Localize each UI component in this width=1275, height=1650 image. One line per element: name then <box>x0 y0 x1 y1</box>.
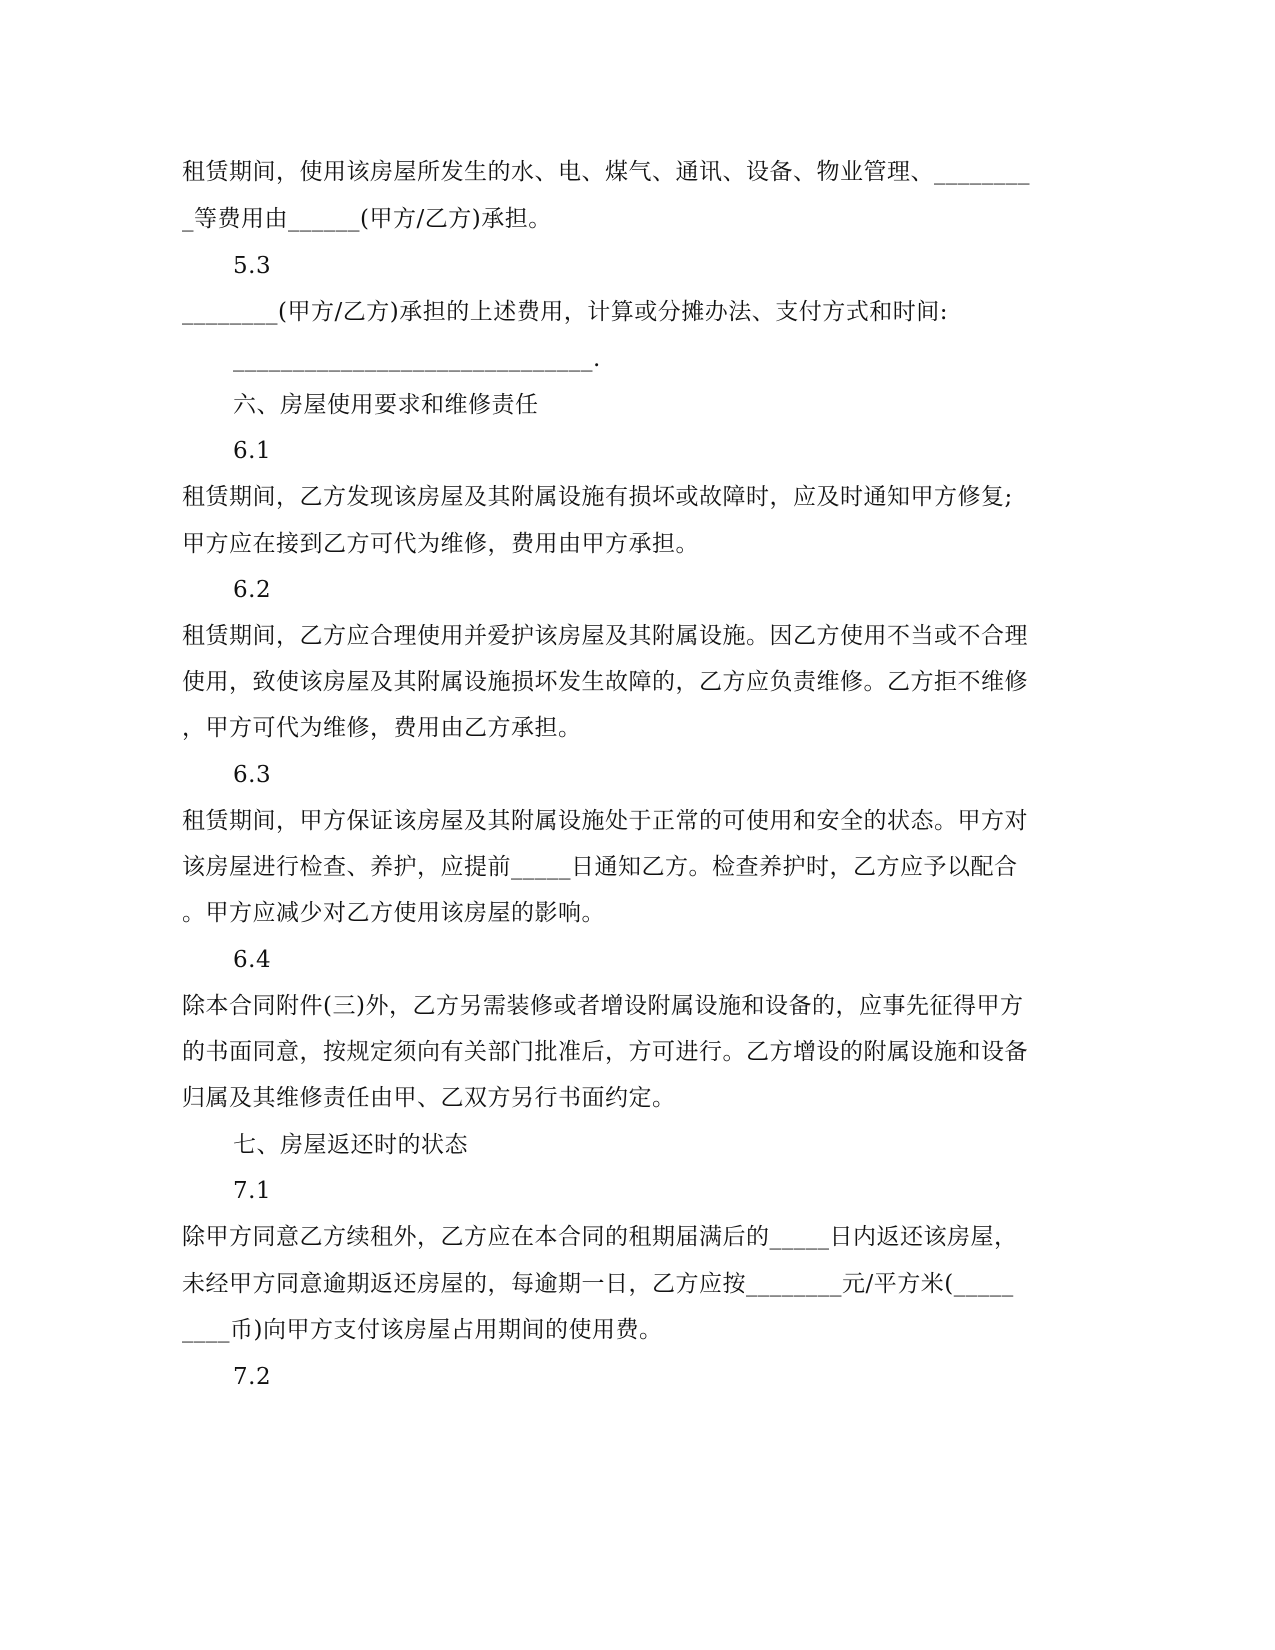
body-text-line: 租赁期间，使用该房屋所发生的水、电、煤气、通讯、设备、物业管理、________ <box>182 159 1030 185</box>
clause-number: 7.1 <box>233 1178 272 1204</box>
body-text-line: 租赁期间，乙方发现该房屋及其附属设施有损坏或故障时，应及时通知甲方修复; <box>182 484 1013 510</box>
body-text-line: 该房屋进行检查、养护，应提前_____日通知乙方。检查养护时，乙方应予以配合 <box>182 854 1018 880</box>
blank-fill-line: ______________________________. <box>233 346 601 372</box>
body-text-line: 甲方应在接到乙方可代为维修，费用由甲方承担。 <box>182 531 699 557</box>
clause-number: 6.1 <box>233 438 272 464</box>
clause-number: 5.3 <box>233 253 272 279</box>
body-text-line: 使用，致使该房屋及其附属设施损坏发生故障的，乙方应负责维修。乙方拒不维修 <box>182 669 1028 695</box>
clause-number: 7.2 <box>233 1364 272 1390</box>
body-text-line: ____币)向甲方支付该房屋占用期间的使用费。 <box>182 1317 663 1343</box>
section-heading: 七、房屋返还时的状态 <box>233 1132 468 1158</box>
body-text-line: 租赁期间，乙方应合理使用并爱护该房屋及其附属设施。因乙方使用不当或不合理 <box>182 623 1028 649</box>
body-text-line: _等费用由______(甲方/乙方)承担。 <box>182 206 552 232</box>
clause-number: 6.2 <box>233 577 272 603</box>
body-text-line: 租赁期间，甲方保证该房屋及其附属设施处于正常的可使用和安全的状态。甲方对 <box>182 808 1028 834</box>
body-text-line: 。甲方应减少对乙方使用该房屋的影响。 <box>182 900 605 926</box>
body-text-line: 除本合同附件(三)外，乙方另需装修或者增设附属设施和设备的，应事先征得甲方 <box>182 993 1024 1019</box>
body-text-line: 未经甲方同意逾期返还房屋的，每逾期一日，乙方应按________元/平方米(_____ <box>182 1271 1014 1297</box>
body-text-line: ________(甲方/乙方)承担的上述费用，计算或分摊办法、支付方式和时间: <box>182 299 948 325</box>
clause-number: 6.4 <box>233 947 272 973</box>
body-text-line: 归属及其维修责任由甲、乙双方另行书面约定。 <box>182 1085 676 1111</box>
body-text-line: ，甲方可代为维修，费用由乙方承担。 <box>182 715 582 741</box>
body-text-line: 的书面同意，按规定须向有关部门批准后，方可进行。乙方增设的附属设施和设备 <box>182 1039 1028 1065</box>
section-heading: 六、房屋使用要求和维修责任 <box>233 392 539 418</box>
body-text-line: 除甲方同意乙方续租外，乙方应在本合同的租期届满后的_____日内返还该房屋， <box>182 1224 1018 1250</box>
clause-number: 6.3 <box>233 762 272 788</box>
